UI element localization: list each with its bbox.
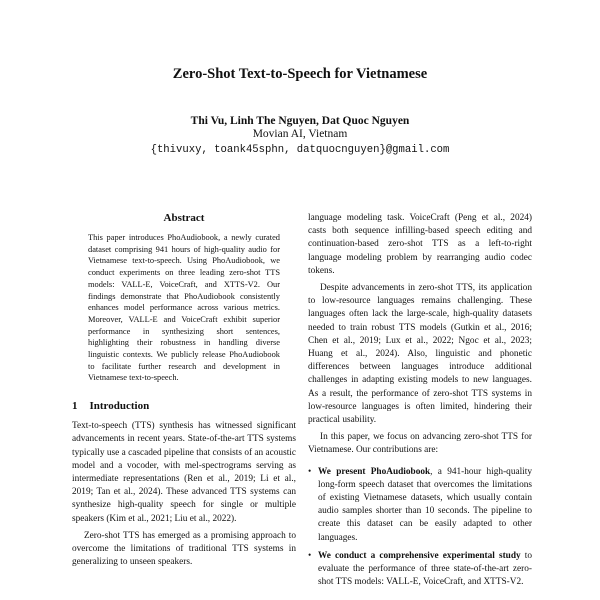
paper-title: Zero-Shot Text-to-Speech for Vietnamese [172,66,428,82]
list-item [308,550,532,590]
contribution-list [308,466,532,590]
contribution-2-text: to evaluate the performance of three state-of-the-art zero-shot TTS models: VALL-E, VoiceCraft, and XTTS-V2. [318,550,532,588]
intro-paragraph-2: Zero-shot TTS has emerged as a promising approach to overcome the limitations of traditional TTS systems in generalizing to unseen speakers. [72,530,296,568]
affiliation: Movian AI, Vietnam [252,128,348,140]
left-column [72,212,296,569]
abstract-heading: Abstract [163,212,205,224]
list-item [308,466,532,545]
contribution-1-text: , a 941-hour high-quality long-form speech dataset that overcomes the limitations of existing Vietnamese datasets, which usually contain audio samples shorter than 10 seconds. The pipeline to create this dataset can be easily adapted to other languages. [318,466,533,543]
right-paragraph-1: language modeling task. VoiceCraft (Peng et al., 2024) casts both sequence infilling-based speech editing and continuation-based zero-shot TTS as a left-to-right language modeling problem by rearranging audio codec tokens. [308,213,532,276]
right-column [308,212,532,594]
section-title: Introduction [89,400,150,413]
author-list: Thi Vu, Linh The Nguyen, Dat Quoc Nguyen [190,115,410,127]
right-paragraph-2: Despite advancements in zero-shot TTS, its application to low-resource languages remains challenging. These languages often lack the large-scale, high-quality datasets needed to train robust TTS models (Gutkin et al., 2016; Chen et al., 2019; Lux et al., 2022; Ngoc et al., 2023; Huang et al., 2024). Also, linguistic and phonetic differences between languages introduce additional challenges in adapting existing models to new languages. As a result, the performance of zero-shot TTS systems in low-resource languages is often limited, hindering their practical usability. [308,283,532,426]
author-emails: {thivuxy, toank45sphn, datquocnguyen}@gmail.com [150,144,450,156]
right-paragraph-3: In this paper, we focus on advancing zero-shot TTS for Vietnamese. Our contributions are: [308,432,532,456]
section-heading-introduction [72,400,296,412]
intro-paragraph-1: Text-to-speech (TTS) synthesis has witnessed significant advancements in recent years. State-of-the-art TTS systems typically use a cascaded pipeline that consists of an acoustic model and a vocoder, with mel-spectrograms serving as intermediate representations (Ren et al., 2019; Li et al., 2019; Tan et al., 2024). These advanced TTS systems can synthesize high-quality speech for single or multiple speakers (Kim et al., 2021; Liu et al., 2022). [72,421,296,524]
contribution-2-bold: We conduct a comprehensive experimental study [318,550,521,561]
abstract-text: This paper introduces PhoAudiobook, a newly curated dataset comprising 941 hours of high-quality audio for Vietnamese text-to-speech. Using PhoAudiobook, we conduct experiments on three leading zero-shot TTS models: VALL-E, VoiceCraft, and XTTS-V2. Our findings demonstrate that PhoAudiobook consistently enhances model performance across various metrics. Moreover, VALL-E and VoiceCraft exhibit superior performance in synthesizing short sentences, highlighting their robustness in handling diverse linguistic contexts. We publicly release PhoAudiobook to facilitate further research and development in Vietnamese text-to-speech. [88,233,280,383]
contribution-1-bold: We present PhoAudiobook [318,466,431,477]
bullet-icon: • [308,466,312,477]
section-number: 1 [72,400,78,413]
bullet-icon: • [308,550,312,561]
